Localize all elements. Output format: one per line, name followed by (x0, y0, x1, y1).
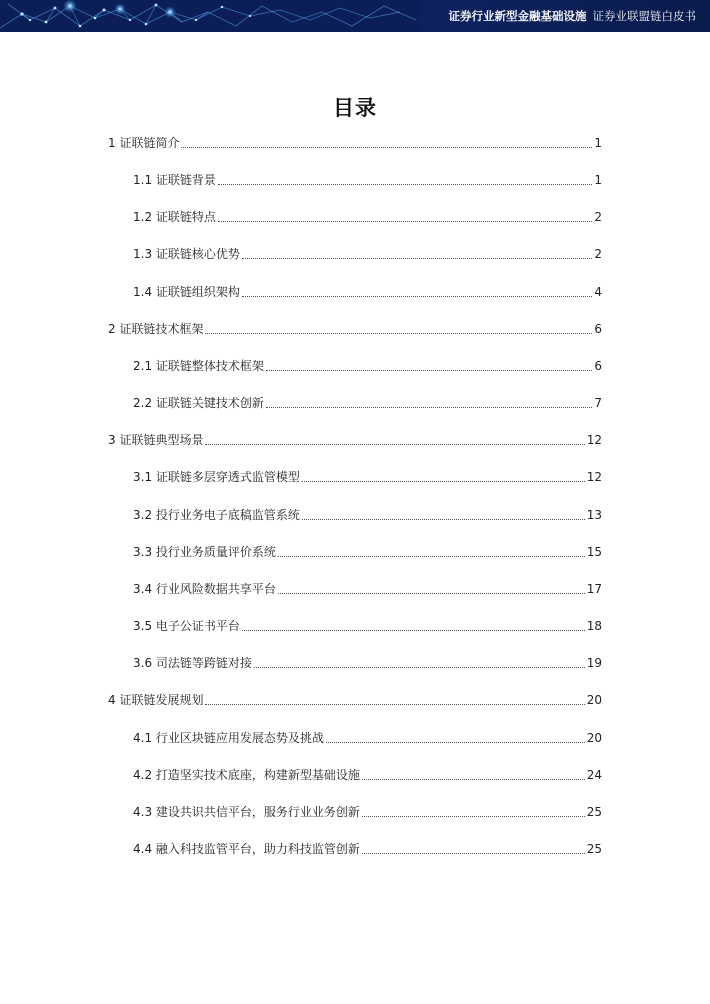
toc-entry[interactable] (133, 506, 602, 524)
toc-entry-label: 4.1 行业区块链应用发展态势及挑战 (133, 731, 324, 745)
toc-entry-page: 17 (586, 582, 602, 596)
toc-entry-label: 3.4 行业风险数据共享平台 (133, 582, 276, 596)
toc-entry-page: 12 (586, 470, 602, 484)
toc-dot-leader (242, 258, 592, 259)
toc-heading: 目录 (333, 96, 377, 120)
header-title-sub: 证券业联盟链白皮书 (592, 9, 696, 23)
toc-entry-page: 7 (594, 396, 602, 410)
toc-entry[interactable] (133, 245, 602, 263)
toc-entry[interactable] (108, 134, 602, 152)
network-graphic-icon (0, 0, 420, 32)
toc-dot-leader (362, 853, 585, 854)
toc-entry[interactable] (133, 543, 602, 561)
toc-entry[interactable] (133, 468, 602, 486)
toc-entry-page: 1 (594, 136, 602, 150)
toc-entry-page: 6 (594, 359, 602, 373)
toc-entry[interactable] (133, 208, 602, 226)
toc-entry-label: 4.3 建设共识共信平台，服务行业业务创新 (133, 805, 360, 819)
toc-entry-label: 3 证联链典型场景 (108, 433, 204, 447)
toc-entry-page: 18 (586, 619, 602, 633)
toc-dot-leader (326, 742, 585, 743)
toc-entry-label: 4.2 打造坚实技术底座，构建新型基础设施 (133, 768, 360, 782)
toc-dot-leader (266, 407, 592, 408)
toc-dot-leader (218, 184, 592, 185)
toc-entry-label: 3.3 投行业务质量评价系统 (133, 545, 276, 559)
toc-dot-leader (205, 704, 584, 705)
toc-entry-page: 20 (586, 731, 602, 745)
toc-entry-label: 4 证联链发展规划 (108, 693, 204, 707)
toc-dot-leader (242, 630, 585, 631)
toc-entry-label: 3.6 司法链等跨链对接 (133, 656, 252, 670)
toc-entry-page: 2 (594, 247, 602, 261)
toc-dot-leader (218, 221, 592, 222)
toc-dot-leader (205, 444, 584, 445)
toc-entry-label: 1.4 证联链组织架构 (133, 285, 240, 299)
toc-entry[interactable] (133, 840, 602, 858)
toc-entry-page: 12 (586, 433, 602, 447)
toc-entry[interactable] (133, 729, 602, 747)
toc-entry-page: 25 (586, 842, 602, 856)
toc-entry-label: 3.1 证联链多层穿透式监管模型 (133, 470, 300, 484)
document-header-title (449, 0, 697, 32)
toc-entry-label: 4.4 融入科技监管平台，助力科技监管创新 (133, 842, 360, 856)
toc-entry[interactable] (108, 431, 602, 449)
toc-dot-leader (254, 667, 585, 668)
header-title-main: 证券行业新型金融基础设施 (448, 9, 587, 23)
toc-entry-page: 6 (594, 322, 602, 336)
toc-entry-page: 15 (586, 545, 602, 559)
toc-entry-page: 4 (594, 285, 602, 299)
toc-entry[interactable] (133, 803, 602, 821)
toc-entry-label: 2.2 证联链关键技术创新 (133, 396, 264, 410)
toc-dot-leader (278, 556, 585, 557)
toc-dot-leader (181, 147, 592, 148)
toc-entry-label: 3.5 电子公证书平台 (133, 619, 240, 633)
toc-entry-label: 1.3 证联链核心优势 (133, 247, 240, 261)
toc-dot-leader (205, 333, 592, 334)
toc-entry-page: 13 (586, 508, 602, 522)
toc-entry-page: 2 (594, 210, 602, 224)
toc-entry-label: 3.2 投行业务电子底稿监管系统 (133, 508, 300, 522)
toc-entry[interactable] (133, 617, 602, 635)
toc-entry[interactable] (133, 766, 602, 784)
toc-dot-leader (302, 481, 585, 482)
toc-entry-page: 24 (586, 768, 602, 782)
toc-dot-leader (362, 779, 585, 780)
toc-entry-label: 2 证联链技术框架 (108, 322, 204, 336)
toc-entry[interactable] (133, 654, 602, 672)
toc-entry[interactable] (108, 320, 602, 338)
toc-entry-page: 1 (594, 173, 602, 187)
toc-entry-page: 20 (586, 693, 602, 707)
toc-entry[interactable] (133, 171, 602, 189)
toc-entry[interactable] (133, 580, 602, 598)
toc-entry-label: 1.1 证联链背景 (133, 173, 216, 187)
toc-dot-leader (278, 593, 585, 594)
toc-entry[interactable] (108, 691, 602, 709)
toc-entry-page: 19 (586, 656, 602, 670)
page-header (0, 0, 710, 32)
toc-dot-leader (242, 296, 592, 297)
toc-dot-leader (302, 519, 585, 520)
toc-entry-label: 1 证联链简介 (108, 136, 180, 150)
toc-entry[interactable] (133, 394, 602, 412)
toc-entry-label: 2.1 证联链整体技术框架 (133, 359, 264, 373)
toc-dot-leader (362, 816, 585, 817)
toc-entry-label: 1.2 证联链特点 (133, 210, 216, 224)
toc-entry[interactable] (133, 357, 602, 375)
toc-entry-page: 25 (586, 805, 602, 819)
toc-dot-leader (266, 370, 592, 371)
toc-entry[interactable] (133, 283, 602, 301)
